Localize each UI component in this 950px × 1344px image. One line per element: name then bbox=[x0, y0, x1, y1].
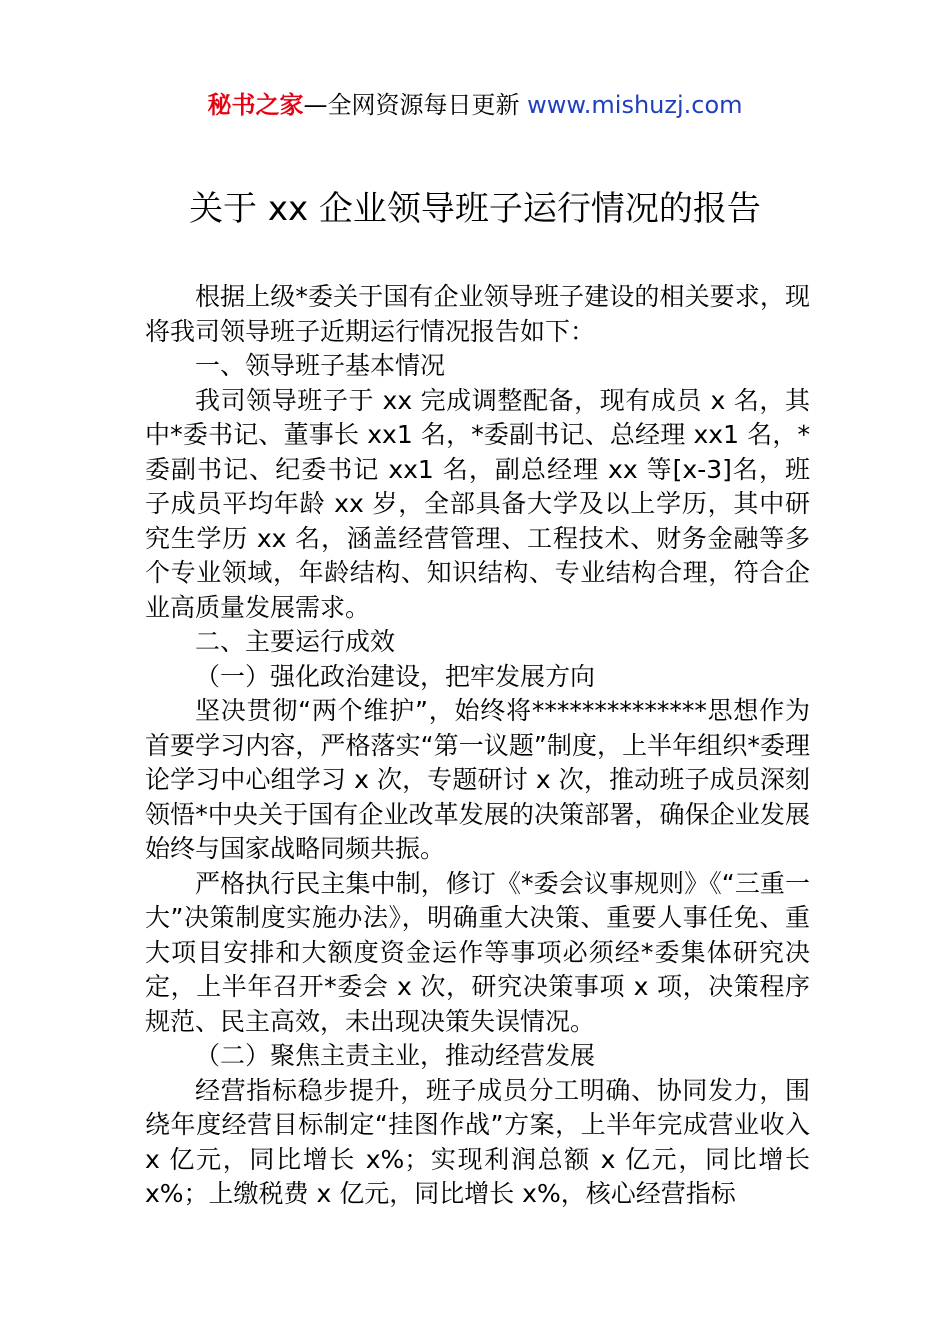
business-performance-paragraph: 经营指标稳步提升，班子成员分工明确、协同发力，围绕年度经营目标制定“挂图作战”方案，上半年完成营业收入 x 亿元，同比增长 x%；实现利润总额 x 亿元，同比增长 x%；上缴税费 x 亿元，同比增长 x%，核心经营指标 bbox=[145, 1075, 810, 1208]
document-body bbox=[145, 280, 810, 1212]
subsection-heading-2: （二）聚焦主责主业，推动经营发展 bbox=[195, 1041, 596, 1070]
site-url-link[interactable]: www.mishuzj.com bbox=[527, 91, 743, 119]
subsection-heading-1: （一）强化政治建设，把牢发展方向 bbox=[195, 661, 596, 691]
section-heading-1: 一、领导班子基本情况 bbox=[195, 351, 446, 380]
site-brand: 秘书之家 bbox=[207, 91, 304, 119]
site-header bbox=[0, 88, 950, 122]
section-heading-2: 二、主要运行成效 bbox=[195, 627, 396, 656]
political-building-paragraph: 坚决贯彻“两个维护”，始终将**************思想作为首要学习内容，严格落实“第一议题”制度，上半年组织*委理论学习中心组学习 x 次，专题研讨 x 次，推动班子成员深刻领悟*中央关于国有企业改革发展的决策部署，确保企业发展始终与国家战略同频共振。 bbox=[145, 696, 810, 863]
democratic-centralism-paragraph: 严格执行民主集中制，修订《*委会议事规则》《“三重一大”决策制度实施办法》，明确重大决策、重要人事任免、重大项目安排和大额度资金运作等事项必须经*委集体研究决定，上半年召开*委会 x 次，研究决策事项 x 项，决策程序规范、民主高效，未出现决策失误情况。 bbox=[145, 868, 810, 1036]
intro-paragraph: 根据上级*委关于国有企业领导班子建设的相关要求，现将我司领导班子近期运行情况报告如下： bbox=[145, 282, 810, 346]
site-tagline: —全网资源每日更新 bbox=[303, 91, 528, 119]
document-title: 关于 xx 企业领导班子运行情况的报告 bbox=[189, 189, 761, 229]
basic-info-paragraph: 我司领导班子于 xx 完成调整配备，现有成员 x 名，其中*委书记、董事长 xx1 名，*委副书记、总经理 xx1 名，*委副书记、纪委书记 xx1 名，副总经理 xx 等[x-3]名，班子成员平均年龄 xx 岁，全部具备大学及以上学历，其中研究生学历 xx 名，涵盖经营管理、工程技术、财务金融等多个专业领域，年龄结构、知识结构、专业结构合理，符合企业高质量发展需求。 bbox=[145, 385, 810, 622]
